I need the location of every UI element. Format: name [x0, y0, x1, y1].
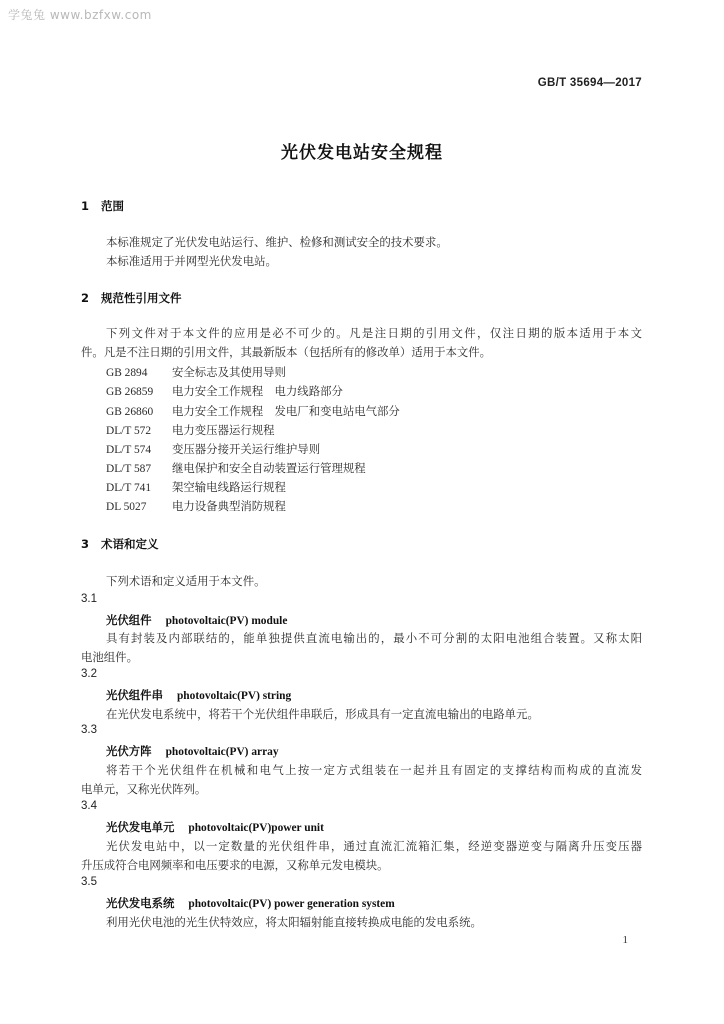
reference-item: [106, 403, 400, 420]
reference-title: 电力变压器运行规程: [172, 423, 275, 437]
term-definition-line: 光伏发电站中，以一定数量的光伏组件串，通过直流汇流箱汇集，经逆变器逆变与隔离升压变压器: [106, 839, 642, 853]
reference-item: [106, 364, 286, 381]
term-heading: [106, 612, 287, 628]
section-2-heading: [81, 290, 182, 306]
term-heading: [106, 687, 291, 703]
reference-title: 变压器分接开关运行维护导则: [172, 442, 321, 456]
section-title: 规范性引用文件: [101, 291, 182, 305]
section-number: 3: [81, 537, 90, 551]
term-number: 3.2: [81, 668, 97, 680]
term-definition-line: 电单元，又称光伏阵列。: [81, 782, 207, 796]
reference-item: [106, 479, 286, 496]
section-1-heading: [81, 198, 124, 214]
reference-code: DL/T 572: [106, 425, 152, 437]
reference-title: 架空输电线路运行规程: [172, 480, 286, 494]
reference-code: DL/T 574: [106, 444, 152, 456]
paragraph: 本标准规定了光伏发电站运行、维护、检修和测试安全的技术要求。: [106, 235, 448, 249]
paragraph: 本标准适用于并网型光伏发电站。: [106, 254, 277, 268]
section-3-heading: [81, 536, 159, 552]
reference-code: DL 5027: [106, 501, 147, 513]
term-en: photovoltaic(PV) power generation system: [188, 898, 395, 910]
term-heading: [106, 743, 279, 759]
reference-code: GB 2894: [106, 367, 148, 379]
term-number: 3.5: [81, 876, 97, 888]
term-heading: [106, 819, 324, 835]
document-title: 光伏发电站安全规程: [281, 143, 443, 163]
term-cn: 光伏发电系统: [106, 896, 175, 910]
reference-code: DL/T 741: [106, 482, 152, 494]
section-title: 范围: [101, 199, 124, 213]
reference-code: GB 26860: [106, 406, 154, 418]
reference-title: 电力安全工作规程 发电厂和变电站电气部分: [172, 404, 400, 418]
reference-code: DL/T 587: [106, 463, 152, 475]
term-cn: 光伏组件: [106, 613, 152, 627]
term-number: 3.1: [81, 593, 97, 605]
term-cn: 光伏方阵: [106, 744, 152, 758]
section-number: 2: [81, 291, 90, 305]
section-title: 术语和定义: [101, 537, 159, 551]
term-en: photovoltaic(PV) array: [165, 746, 279, 758]
reference-item: [106, 422, 275, 439]
term-en: photovoltaic(PV) string: [176, 690, 292, 702]
reference-item: [106, 460, 366, 477]
term-en: photovoltaic(PV) module: [165, 615, 288, 627]
watermark: 学兔兔 www.bzfxw.com: [8, 8, 152, 22]
term-number: 3.3: [81, 724, 97, 736]
term-definition-line: 将若干个光伏组件在机械和电气上按一定方式组装在一起并且有固定的支撑结构而构成的直流发: [106, 763, 642, 777]
reference-item: [106, 383, 343, 400]
reference-item: [106, 441, 320, 458]
section-number: 1: [81, 199, 90, 213]
page-number: 1: [622, 934, 628, 946]
paragraph: 下列术语和定义适用于本文件。: [106, 574, 266, 588]
reference-title: 电力设备典型消防规程: [172, 499, 286, 513]
term-cn: 光伏发电单元: [106, 820, 175, 834]
paragraph-line: 下列文件对于本文件的应用是必不可少的。凡是注日期的引用文件，仅注日期的版本适用于本文: [106, 326, 642, 340]
term-number: 3.4: [81, 800, 97, 812]
term-definition-line: 在光伏发电系统中，将若干个光伏组件串联后，形成具有一定直流电输出的电路单元。: [106, 707, 539, 721]
term-definition-line: 利用光伏电池的光生伏特效应，将太阳辐射能直接转换成电能的发电系统。: [106, 915, 482, 929]
term-cn: 光伏组件串: [106, 688, 163, 702]
reference-item: [106, 498, 286, 515]
standard-number: GB/T 35694—2017: [537, 77, 642, 89]
term-definition-line: 升压成符合电网频率和电压要求的电源，又称单元发电模块。: [81, 858, 389, 872]
term-definition-line: 具有封装及内部联结的，能单独提供直流电输出的，最小不可分割的太阳电池组合装置。又称太阳: [106, 631, 642, 645]
reference-title: 安全标志及其使用导则: [172, 365, 286, 379]
reference-title: 继电保护和安全自动装置运行管理规程: [172, 461, 366, 475]
term-heading: [106, 895, 395, 911]
paragraph-line: 件。凡是不注日期的引用文件，其最新版本（包括所有的修改单）适用于本文件。: [81, 345, 492, 359]
term-en: photovoltaic(PV)power unit: [188, 822, 324, 834]
reference-code: GB 26859: [106, 386, 154, 398]
reference-title: 电力安全工作规程 电力线路部分: [172, 384, 343, 398]
term-definition-line: 电池组件。: [81, 650, 138, 664]
